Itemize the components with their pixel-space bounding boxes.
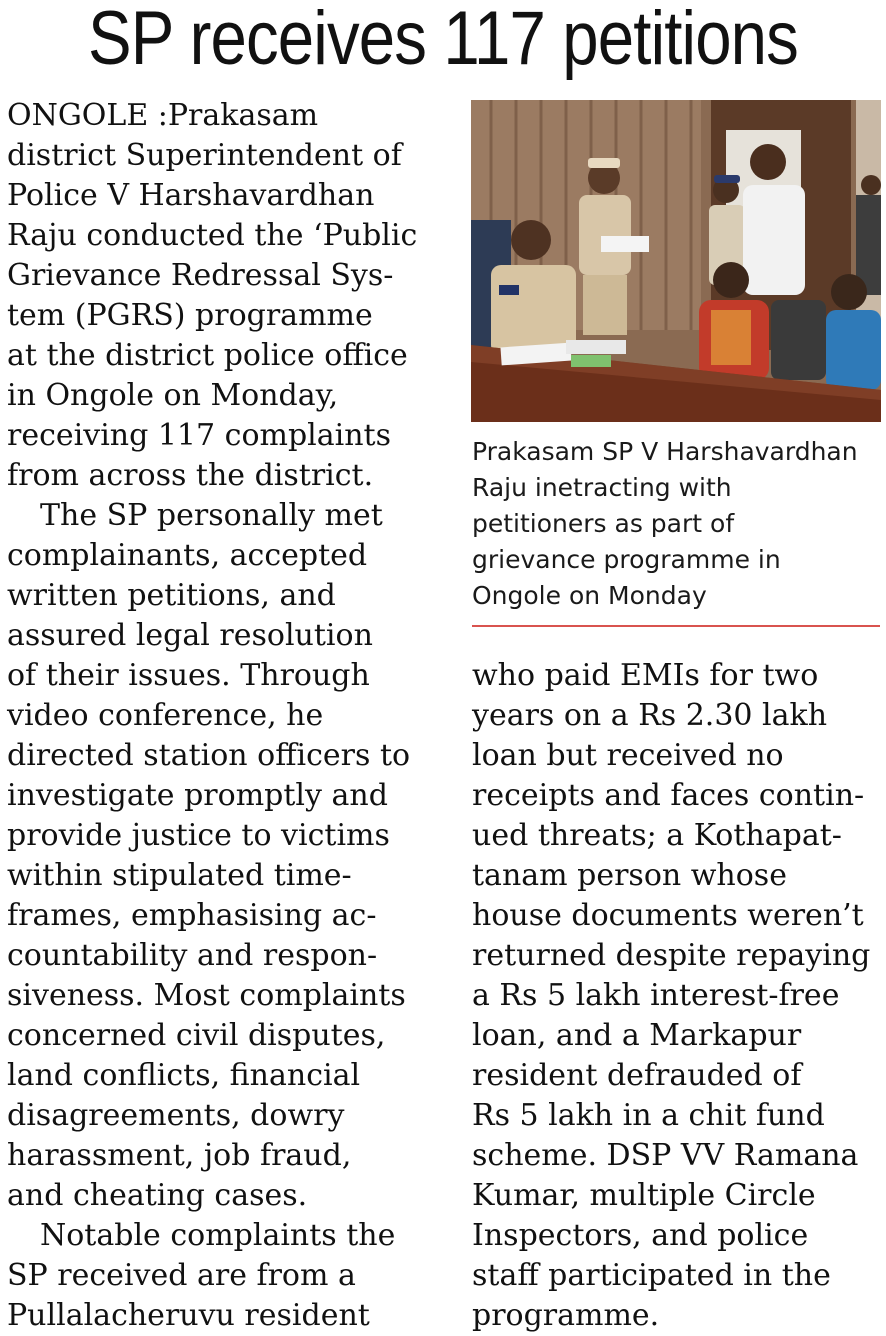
left-line: from across the district. — [7, 458, 374, 493]
left-line: concerned civil disputes, — [7, 1018, 386, 1053]
right-line: years on a Rs 2.30 lakh — [472, 698, 828, 733]
left-line: The SP personally met — [40, 498, 383, 533]
left-line: district Superintendent of — [7, 138, 402, 173]
right-line: a Rs 5 lakh interest-free — [472, 978, 840, 1013]
left-line: complainants, accepted — [7, 538, 368, 573]
right-line: ued threats; a Kothapat- — [472, 818, 842, 853]
article-column-left — [7, 96, 417, 1336]
right-line: resident defrauded of — [472, 1058, 802, 1093]
left-line: at the district police office — [7, 338, 408, 373]
left-line: frames, emphasising ac- — [7, 898, 377, 933]
caption-line: grievance programme in — [472, 545, 781, 574]
right-line: scheme. DSP VV Ramana — [472, 1138, 859, 1173]
article-column-right — [472, 656, 882, 1336]
right-line: returned despite repaying — [472, 938, 871, 973]
left-line: SP received are from a — [7, 1258, 356, 1293]
left-line: investigate promptly and — [7, 778, 388, 813]
caption-line: petitioners as part of — [472, 509, 735, 538]
left-line: within stipulated time- — [7, 858, 352, 893]
right-line: Kumar, multiple Circle — [472, 1178, 816, 1213]
left-line: Pullalacheruvu resident — [7, 1298, 370, 1333]
left-line: disagreements, dowry — [7, 1098, 345, 1133]
left-line: receiving 117 complaints — [7, 418, 392, 453]
left-line: land conflicts, financial — [7, 1058, 361, 1093]
right-line: house documents weren’t — [472, 898, 864, 933]
left-line: provide justice to victims — [7, 818, 390, 853]
photo-caption — [472, 434, 882, 614]
left-line: siveness. Most complaints — [7, 978, 406, 1013]
right-line: loan but received no — [472, 738, 784, 773]
left-line: assured legal resolution — [7, 618, 373, 653]
right-line: Rs 5 lakh in a chit fund — [472, 1098, 825, 1133]
right-line: staff participated in the — [472, 1258, 831, 1293]
left-line: Police V Harshavardhan — [7, 178, 375, 213]
news-photo — [471, 100, 881, 422]
caption-line: Ongole on Monday — [472, 581, 707, 610]
right-line: programme. — [472, 1298, 660, 1333]
left-line: harassment, job fraud, — [7, 1138, 352, 1173]
left-line: and cheating cases. — [7, 1178, 308, 1213]
caption-divider — [472, 625, 880, 627]
right-line: who paid EMIs for two — [472, 658, 819, 693]
news-photo-icon — [471, 100, 881, 422]
left-line: of their issues. Through — [7, 658, 370, 693]
left-line: directed station officers to — [7, 738, 411, 773]
left-line: video conference, he — [7, 698, 324, 733]
caption-line: Raju inetracting with — [472, 473, 732, 502]
headline: SP receives 117 petitions — [87, 0, 799, 81]
left-line: Raju conducted the ‘Public — [7, 218, 418, 253]
right-line: Inspectors, and police — [472, 1218, 809, 1253]
caption-line: Prakasam SP V Harshavardhan — [472, 437, 858, 466]
left-line: tem (PGRS) programme — [7, 298, 373, 333]
left-line: ONGOLE :Prakasam — [7, 98, 319, 133]
left-line: Grievance Redressal Sys- — [7, 258, 394, 293]
right-line: receipts and faces contin- — [472, 778, 865, 813]
left-line: in Ongole on Monday, — [7, 378, 339, 413]
right-line: tanam person whose — [472, 858, 787, 893]
left-line: written petitions, and — [7, 578, 336, 613]
left-line: countability and respon- — [7, 938, 378, 973]
right-line: loan, and a Markapur — [472, 1018, 802, 1053]
left-line: Notable complaints the — [40, 1218, 396, 1253]
